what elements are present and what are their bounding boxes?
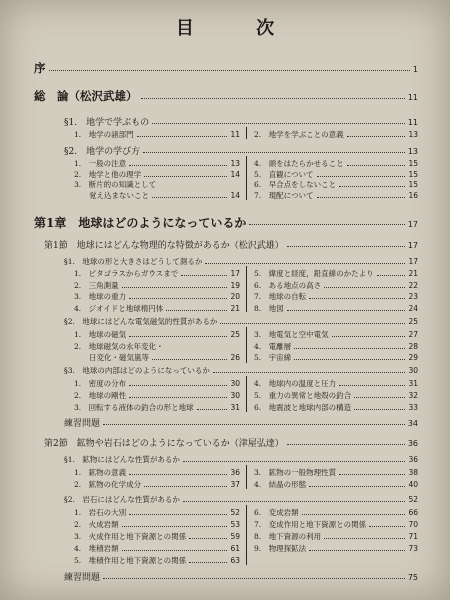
entry-page-number: 52 xyxy=(408,495,418,504)
toc-sub-entry xyxy=(74,268,240,279)
entry-page-number: 21 xyxy=(408,269,418,278)
entry-page-number: 11 xyxy=(407,93,418,102)
toc-sub-entry xyxy=(254,268,418,279)
entry-page-number: 34 xyxy=(407,419,418,428)
dot-leader xyxy=(354,409,405,410)
entry-label: §2. 地学の学び方 xyxy=(64,147,141,157)
dot-leader xyxy=(152,123,405,124)
toc-sub-entry xyxy=(254,402,418,413)
dot-leader xyxy=(287,246,405,247)
entry-page-number: 73 xyxy=(408,544,418,553)
toc-section xyxy=(64,365,418,376)
dot-leader xyxy=(49,70,410,71)
toc-sub-entry xyxy=(74,555,240,566)
entry-label: §1. 鉱物にはどんな性質があるか xyxy=(64,455,180,464)
column-divider xyxy=(246,376,247,412)
toc-sub-entry xyxy=(254,543,418,554)
dot-leader xyxy=(324,287,405,288)
dot-leader xyxy=(122,287,228,288)
column-divider xyxy=(246,127,247,139)
toc-sub-entry xyxy=(74,390,240,401)
entry-label: 9. 物理探鉱法 xyxy=(254,544,307,553)
toc-part xyxy=(44,238,418,251)
dot-leader xyxy=(166,310,227,311)
toc-sub-entry xyxy=(74,190,240,201)
dot-leader xyxy=(377,275,406,276)
toc-sub-entry xyxy=(74,352,240,363)
entry-label: §2. 地球にはどんな電気磁気的性質があるか xyxy=(64,317,218,326)
toc-sub-entry xyxy=(254,129,418,140)
dot-leader xyxy=(143,152,405,153)
toc-sub-entry xyxy=(74,519,240,530)
entry-page-number: 30 xyxy=(230,391,240,400)
entry-page-number: 13 xyxy=(407,147,418,156)
entry-page-number: 40 xyxy=(408,479,418,489)
entry-label: 3. 鉱物の一般物理性質 xyxy=(254,468,337,477)
entry-label: 4. 頭をはたらかせること xyxy=(254,159,344,168)
entry-page-number: 11 xyxy=(230,130,240,139)
toc-sub-entry xyxy=(74,543,240,554)
dot-leader xyxy=(369,526,405,527)
toc-sub-entry xyxy=(254,341,418,352)
entry-page-number: 36 xyxy=(408,455,418,464)
toc-sub-entry xyxy=(254,158,418,169)
entry-label: 1. 鉱物の意義 xyxy=(74,468,127,477)
entry-label: 第2節 鉱物や岩石はどのようになっているか（津屋弘達） xyxy=(44,439,284,449)
dot-leader xyxy=(197,409,228,410)
dot-leader xyxy=(347,136,406,137)
entry-page-number: 15 xyxy=(408,169,418,179)
toc-sub-entry xyxy=(254,169,418,180)
entry-label: 4. 地球内の温度と圧力 xyxy=(254,379,337,388)
toc-section xyxy=(64,494,418,505)
toc-sub-entry xyxy=(254,479,418,490)
dot-leader xyxy=(129,397,227,398)
entry-page-number: 14 xyxy=(230,169,240,179)
entry-page-number: 13 xyxy=(408,130,418,139)
toc-section xyxy=(64,256,418,267)
toc-entry-preface xyxy=(34,60,418,76)
entry-label: 2. 地球の剛性 xyxy=(74,391,127,400)
entry-label: 2. 火成岩類 xyxy=(74,520,119,529)
toc-exercise xyxy=(64,416,418,429)
entry-label: §1. 地球の形と大きさはどうして測るか xyxy=(64,257,203,266)
dot-leader xyxy=(129,165,227,166)
entry-label: 第1章 地球はどのようになっているか xyxy=(34,216,247,230)
entry-label: 総 論（松沢武雄） xyxy=(34,89,138,103)
dot-leader xyxy=(141,98,405,99)
entry-page-number: 11 xyxy=(407,118,418,127)
column-divider xyxy=(246,156,247,200)
dot-leader xyxy=(249,224,404,225)
dot-leader xyxy=(183,461,406,462)
entry-page-number: 23 xyxy=(408,292,418,301)
entry-label: 練習問題 xyxy=(64,419,101,429)
toc-sub-entry xyxy=(254,390,418,401)
entry-page-number: 16 xyxy=(408,190,418,200)
toc-section xyxy=(64,115,418,128)
entry-label: 4. 堆積岩類 xyxy=(74,544,119,553)
entry-label: 1. 岩石の大別 xyxy=(74,508,127,517)
dot-leader xyxy=(122,550,228,551)
dot-leader xyxy=(205,263,405,264)
entry-page-number: 33 xyxy=(408,403,418,412)
entry-page-number: 24 xyxy=(408,303,418,313)
entry-page-number: 1 xyxy=(412,65,418,74)
toc-sub-entry xyxy=(254,378,418,389)
entry-label: 3. 回転する液体の釣合の形と地球 xyxy=(74,403,194,412)
dot-leader xyxy=(309,486,405,487)
entry-label: 4. ジオイドと地球楕円体 xyxy=(74,303,164,313)
toc-sub-entry xyxy=(254,303,418,314)
entry-label: §3. 地球の内部はどのようになっているか xyxy=(64,366,210,375)
entry-page-number: 13 xyxy=(230,159,240,168)
entry-label: 6. 変成岩類 xyxy=(254,508,299,517)
column-divider xyxy=(246,327,247,363)
entry-label: 3. 火成作用と地下資源との関係 xyxy=(74,532,187,541)
column-divider xyxy=(246,505,247,565)
entry-label: §2. 岩石にはどんな性質があるか xyxy=(64,495,180,504)
toc-sub-entry xyxy=(74,291,240,302)
dot-leader xyxy=(183,501,406,502)
dot-leader xyxy=(294,348,405,349)
entry-label: 6. 早合点をしないこと xyxy=(254,180,337,189)
entry-page-number: 38 xyxy=(408,468,418,477)
dot-leader xyxy=(324,538,405,539)
toc-sub-entry xyxy=(74,179,240,190)
dot-leader xyxy=(103,424,405,425)
entry-page-number: 17 xyxy=(230,269,240,278)
toc-sub-entry xyxy=(74,341,240,352)
entry-label: 1. 密度の分布 xyxy=(74,379,127,388)
dot-leader xyxy=(339,474,405,475)
entry-page-number: 70 xyxy=(408,520,418,529)
dot-leader xyxy=(144,486,227,487)
entry-page-number: 75 xyxy=(407,573,418,582)
toc-sub-entry xyxy=(74,378,240,389)
entry-label: 4. 結晶の形態 xyxy=(254,479,307,489)
entry-page-number: 15 xyxy=(408,180,418,189)
entry-label: 練習問題 xyxy=(64,573,101,583)
entry-page-number: 29 xyxy=(408,353,418,362)
dot-leader xyxy=(302,514,406,515)
entry-label: 7. 現配について xyxy=(254,190,314,200)
dot-leader xyxy=(189,538,227,539)
entry-label: 日変化・磁気嵐等 xyxy=(74,353,149,362)
dot-leader xyxy=(332,336,406,337)
entry-page-number: 36 xyxy=(230,468,240,477)
entry-label: 5. 堆積作用と地下資源との関係 xyxy=(74,556,187,565)
entry-label: 第1節 地球にはどんな物理的な特徴があるか（松沢武雄） xyxy=(44,241,284,251)
dot-leader xyxy=(129,336,227,337)
entry-page-number: 52 xyxy=(230,508,240,517)
entry-label: 2. 地学を学ぶことの意義 xyxy=(254,130,344,139)
dot-leader xyxy=(220,323,405,324)
entry-page-number: 20 xyxy=(230,292,240,301)
toc-sub-entry xyxy=(74,402,240,413)
dot-leader xyxy=(347,165,406,166)
toc-section xyxy=(64,316,418,327)
dot-leader xyxy=(287,444,405,445)
toc-sub-entry xyxy=(254,190,418,201)
entry-page-number: 30 xyxy=(230,379,240,388)
toc-section xyxy=(64,454,418,465)
dot-leader xyxy=(339,186,405,187)
toc-sub-entry xyxy=(74,303,240,314)
dot-leader xyxy=(144,176,227,177)
dot-leader xyxy=(294,359,405,360)
entry-page-number: 21 xyxy=(230,303,240,313)
entry-page-number: 19 xyxy=(230,280,240,290)
toc-sub-entry xyxy=(74,158,240,169)
entry-page-number: 25 xyxy=(230,330,240,339)
entry-page-number: 63 xyxy=(230,556,240,565)
entry-label: 2. 鉱物の化学成分 xyxy=(74,479,142,489)
toc-sub-entry xyxy=(254,280,418,291)
entry-label: 6. 地震波と地球内部の構造 xyxy=(254,403,352,412)
dot-leader xyxy=(354,397,405,398)
page-title: 目 次 xyxy=(175,18,303,39)
toc-sub-entry xyxy=(254,519,418,530)
entry-label: 1. ピタゴラスからガウスまで xyxy=(74,269,179,278)
entry-page-number: 31 xyxy=(408,379,418,388)
toc-sub-entry xyxy=(254,179,418,190)
toc-sub-entry xyxy=(254,352,418,363)
dot-leader xyxy=(129,298,227,299)
dot-leader xyxy=(129,474,227,475)
dot-leader xyxy=(309,550,405,551)
dot-leader xyxy=(129,385,227,386)
entry-page-number: 30 xyxy=(408,366,418,375)
toc-exercise xyxy=(64,570,418,583)
entry-label: 3. 地電気と空中電気 xyxy=(254,330,329,339)
toc-sub-entry xyxy=(74,129,240,140)
entry-label: 1. 地球の磁気 xyxy=(74,330,127,339)
entry-label: 1. 地学の諸部門 xyxy=(74,130,134,139)
toc-sub-entry xyxy=(74,479,240,490)
dot-leader xyxy=(287,310,406,311)
toc-sub-entry xyxy=(74,531,240,542)
entry-label: §1. 地学で学ぶもの xyxy=(64,118,150,128)
dot-leader xyxy=(317,197,406,198)
toc-sub-entry xyxy=(254,507,418,518)
entry-page-number: 61 xyxy=(230,544,240,553)
toc-sub-entry xyxy=(74,169,240,180)
entry-page-number: 26 xyxy=(230,353,240,362)
entry-label: 4. 電離層 xyxy=(254,341,292,351)
column-divider xyxy=(246,465,247,489)
toc-part xyxy=(44,436,418,449)
entry-label: 7. 変成作用と地下資源との関係 xyxy=(254,520,367,529)
dot-leader xyxy=(129,514,227,515)
toc-sub-entry xyxy=(74,329,240,340)
entry-label: 2. 地学と他の理学 xyxy=(74,169,142,179)
dot-leader xyxy=(152,197,227,198)
dot-leader xyxy=(181,275,227,276)
entry-label: 5. 緯度と経度，鉛直線のかたより xyxy=(254,269,374,278)
entry-label: 5. 重力の異常と地殻の釣合 xyxy=(254,391,352,400)
toc-sub-entry xyxy=(74,507,240,518)
dot-leader xyxy=(152,359,227,360)
entry-page-number: 37 xyxy=(230,479,240,489)
entry-label: 2. 地球磁気の永年変化・ xyxy=(74,341,164,351)
entry-page-number: 17 xyxy=(408,257,418,266)
entry-page-number: 71 xyxy=(408,532,418,541)
entry-label: 序 xyxy=(34,61,46,75)
dot-leader xyxy=(189,562,227,563)
dot-leader xyxy=(137,136,228,137)
entry-label: 1. 一般の注意 xyxy=(74,159,127,168)
toc-sub-entry xyxy=(254,467,418,478)
entry-label: 3. 断片的の知識として xyxy=(74,180,157,189)
entry-label: 覚え込まないこと xyxy=(74,190,149,200)
entry-page-number: 53 xyxy=(230,520,240,529)
column-divider xyxy=(246,266,247,312)
entry-label: 8. 地下資源の利用 xyxy=(254,532,322,541)
entry-page-number: 66 xyxy=(408,508,418,517)
entry-page-number: 17 xyxy=(407,241,418,250)
dot-leader xyxy=(317,176,406,177)
dot-leader xyxy=(309,298,405,299)
dot-leader xyxy=(339,385,405,386)
entry-label: 5. 宇宙線 xyxy=(254,353,292,362)
toc-sub-entry xyxy=(254,531,418,542)
entry-label: 6. ある地点の高さ xyxy=(254,280,322,290)
toc-chapter xyxy=(34,214,418,231)
entry-page-number: 27 xyxy=(408,330,418,339)
toc-section xyxy=(64,144,418,157)
dot-leader xyxy=(103,578,405,579)
entry-page-number: 36 xyxy=(407,439,418,448)
toc-sub-entry xyxy=(254,291,418,302)
entry-page-number: 59 xyxy=(230,532,240,541)
toc-entry-overview xyxy=(34,88,418,104)
entry-label: 5. 直観について xyxy=(254,169,314,179)
entry-page-number: 22 xyxy=(408,280,418,290)
entry-page-number: 32 xyxy=(408,391,418,400)
entry-label: 2. 三角測量 xyxy=(74,280,119,290)
dot-leader xyxy=(213,372,406,373)
entry-label: 7. 地球の自転 xyxy=(254,292,307,301)
entry-page-number: 14 xyxy=(230,190,240,200)
entry-page-number: 15 xyxy=(408,159,418,168)
entry-page-number: 28 xyxy=(408,341,418,351)
entry-page-number: 31 xyxy=(230,403,240,412)
toc-sub-entry xyxy=(74,467,240,478)
toc-sub-entry xyxy=(74,280,240,291)
entry-label: 3. 地球の重力 xyxy=(74,292,127,301)
entry-label: 8. 地図 xyxy=(254,303,284,313)
entry-page-number: 17 xyxy=(407,220,418,229)
dot-leader xyxy=(122,526,228,527)
entry-page-number: 25 xyxy=(408,317,418,326)
toc-sub-entry xyxy=(254,329,418,340)
